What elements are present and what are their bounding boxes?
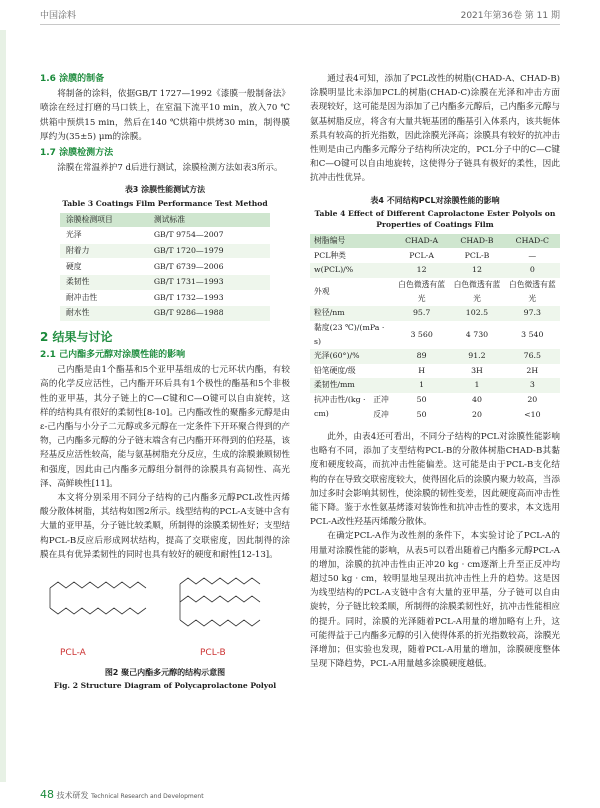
table-row xyxy=(310,278,560,306)
table4-cell: 粒径/nm xyxy=(314,308,345,318)
left-column xyxy=(40,70,290,695)
table4-caption-en: Table 4 Effect of Different Caprolactone Ester Polyols on Properties of Coatings Film xyxy=(314,208,556,229)
table4-cell: 12 xyxy=(416,265,427,275)
page-number: 48 xyxy=(40,788,54,801)
table3-cell: GB/T 1731—1993 xyxy=(148,275,270,291)
table3-header-cell: 涂膜检测项目 xyxy=(60,213,148,228)
table4-cell: 白色微透有蓝光 xyxy=(398,279,446,303)
table4-cell: 3 540 xyxy=(521,329,544,339)
table3-caption-en: Table 3 Coatings Film Performance Test Method xyxy=(62,198,268,208)
table-row xyxy=(310,306,560,321)
table4 xyxy=(310,234,560,422)
table4-cell: — xyxy=(528,250,537,260)
section-1-6-title: 1.6 涂膜的制备 xyxy=(40,74,105,84)
table4-cell: 铅笔硬度/级 xyxy=(314,365,356,375)
section-2-1-paragraph-1: 己内酯是由1个酯基和5个亚甲基组成的七元环状内酯，有较高的化学反应活性，己内酯开环后具有1个极性的酯基和5个非极性的亚甲基，其分子链上的C—C键和C—O键可以自由旋转，这样的结构具有很好的柔韧性[8-10]。己内酯改性的聚酯多元醇是由ε-己内酯与小分子二元醇或多元醇在一定条件下开环聚合得到的产物，己内酯多元醇的分子链末端含有己内酯开环得到的伯羟基，该羟基反应活性较高，能与氨基树脂充分反应，生成的涂膜兼顾韧性和强度，因此由己内酯多元醇组分制得的涂膜具有高韧性、高光泽、高鲜映性[11]。 xyxy=(40,365,290,489)
table-row xyxy=(60,306,270,322)
section-2-title: 2 结果与讨论 xyxy=(40,329,113,344)
pcl-a-lower-chain xyxy=(50,608,146,614)
right-paragraph-1: 通过表4可知，添加了PCL改性的树脂(CHAD-A、CHAD-B)涂膜明显比未添加PCL的树脂(CHAD-C)涂膜在光泽和冲击方面表现较好，这可能是因为添加了己内酯多元醇后，己内酯多元醇与氨基树脂反应，将含有大量共轭基团的酯基引入体系内，该共轭体系具有较高的折光指数，因此涂膜光泽高；涂膜具有较好的抗冲击性则是由己内酯多元醇分子结构所决定的，PCL分子中的C—C键和C—O键可以自由地旋转，这使得分子链具有极好的柔性，因此抗冲击性优异。 xyxy=(310,74,560,184)
table4-cell: 白色微透有蓝光 xyxy=(453,279,501,303)
figure-2 xyxy=(40,568,290,664)
table4-header-cell: CHAD-C xyxy=(505,234,560,249)
table-row xyxy=(310,263,560,278)
right-column xyxy=(310,72,560,671)
table4-cell: H xyxy=(418,365,426,375)
table4-cell: 95.7 xyxy=(412,308,431,318)
structure-diagram xyxy=(40,568,290,646)
table4-cell: 1 xyxy=(474,380,480,390)
table4-cell: 外观 xyxy=(314,286,330,296)
page-side-bar xyxy=(0,30,6,782)
table4-cell: 1 xyxy=(419,380,425,390)
table-row xyxy=(310,349,560,364)
table3-cell: GB/T 9286—1988 xyxy=(148,306,270,322)
table4-header-cell: 树脂编号 xyxy=(310,234,394,249)
table4-cell: 白色微透有蓝光 xyxy=(508,279,556,303)
table-row xyxy=(60,228,270,244)
pcl-b-chain-1 xyxy=(180,578,260,584)
table3-cell: 耐水性 xyxy=(60,306,148,322)
table-row xyxy=(60,290,270,306)
table3-cell: 附着力 xyxy=(60,243,148,259)
table4-cell: 柔韧性/mm xyxy=(314,380,355,390)
pcl-b-chain-3 xyxy=(180,620,260,626)
table4-cell: 97.3 xyxy=(523,308,541,318)
table-row xyxy=(310,321,560,349)
table4-cell: 0 xyxy=(529,265,535,275)
table4-cell: <10 xyxy=(524,409,541,419)
header-rule xyxy=(40,24,560,25)
table3-cell: GB/T 1720—1979 xyxy=(148,243,270,259)
section-2-1-title: 2.1 己内酯多元醇对涂膜性能的影响 xyxy=(40,349,186,360)
page-footer xyxy=(40,788,204,801)
table4-cell: 20 xyxy=(472,409,482,419)
pcl-b-label: PCL-B xyxy=(200,648,226,659)
table4-cell: 光泽(60°)/% xyxy=(314,351,360,361)
table3-cell: 硬度 xyxy=(60,259,148,275)
table-row xyxy=(60,275,270,291)
table4-cell: 76.5 xyxy=(523,351,541,361)
table4-caption-cn: 表4 不同结构PCL对涂膜性能的影响 xyxy=(370,195,500,205)
table4-cell: 4 730 xyxy=(465,329,489,339)
table3-cell: GB/T 6739—2006 xyxy=(148,259,270,275)
right-paragraph-2: 此外，由表4还可看出，不同分子结构的PCL对涂膜性能影响也略有不同，添加了支型结构PCL-B的分散体树脂CHAD-B其黏度和硬度较高，而抗冲击性能偏差。这可能是由于PCL-B支化结构的存在导致交联密度较大，使得固化后的涂膜内聚力较高，当添加过多时会影响其韧性，使涂膜的韧性变差，因此硬度高而冲击性能下降。鉴于水性氨基烤漆对装饰性和抗冲击性的要求，本文选用PCL-A改性羟基丙烯酸分散体。 xyxy=(310,431,560,528)
pcl-b-chain-2 xyxy=(180,596,260,602)
table4-cell: PCL-A xyxy=(409,250,434,260)
figure2-caption-cn: 图2 聚己内酯多元醇的结构示意图 xyxy=(104,668,226,678)
table3-header-cell: 测试标准 xyxy=(148,213,270,228)
right-paragraph-3: 在确定PCL-A作为改性剂的条件下，本实验讨论了PCL-A的用量对涂膜性能的影响，从表5可以看出随着己内酯多元醇PCL-A的增加，涂膜的抗冲击性由正冲20 kg · cm逐渐上升至正反冲均超过50 kg · cm，较明显地呈现出抗冲击性上升的趋势。这是因为线型结构的PCL-A支链中含有大量的亚甲基，分子链可以自由旋转，分子链比较柔顺，所制得的涂膜柔韧性好，抗冲击性能相应的提升。同时，涂膜的光泽随着PCL-A用量的增加略有上升，这可能得益于己内酯多元醇的引入使得体系的折光指数较高，涂膜光泽增加；但实验也发现，随着PCL-A用量的增加，涂膜硬度整体呈现下降趋势，PCL-A用量越多涂膜硬度越低。 xyxy=(310,531,560,670)
table4-cell: PCL-B xyxy=(464,250,490,260)
table-row xyxy=(60,259,270,275)
table3-cell: 柔韧性 xyxy=(60,275,148,291)
issue-info: 2021年第36卷 第 11 期 xyxy=(460,11,560,21)
table4-cell: 89 xyxy=(416,351,427,361)
table4-header-cell: CHAD-A xyxy=(394,234,449,249)
table4-cell: 20 xyxy=(527,394,538,404)
journal-name: 中国涂料 xyxy=(40,11,77,21)
table4-cell: 3H xyxy=(471,365,483,375)
table4-cell: 50 xyxy=(416,409,427,419)
table-row xyxy=(310,393,560,408)
table-row xyxy=(310,248,560,263)
table3-caption-cn: 表3 涂膜性能测试方法 xyxy=(124,185,206,195)
table4-cell: 反冲 xyxy=(373,409,389,419)
table3-cell: GB/T 9754—2007 xyxy=(148,228,270,244)
footer-section: 技术研发 xyxy=(56,791,89,800)
table4-cell: 12 xyxy=(472,265,482,275)
table4-impact-label: 抗冲击性/(kg · cm) xyxy=(314,395,366,419)
table4-cell: 2H xyxy=(526,365,539,375)
table3-cell: GB/T 1732—1993 xyxy=(148,290,270,306)
table4-cell: 91.2 xyxy=(468,351,486,361)
table-row xyxy=(310,364,560,379)
table4-cell: 3 xyxy=(529,380,535,390)
section-1-7-title: 1.7 涂膜检测方法 xyxy=(40,148,114,159)
footer-section-en: Technical Research and Development xyxy=(91,793,204,800)
table3 xyxy=(60,213,270,322)
table4-cell: 正冲 xyxy=(373,394,389,404)
table3-cell: 耐冲击性 xyxy=(60,290,148,306)
table3-cell: 光泽 xyxy=(60,228,148,244)
table4-cell: 3 560 xyxy=(410,329,433,339)
pcl-a-upper-chain xyxy=(50,582,146,588)
table-row xyxy=(60,243,270,259)
table4-cell: 40 xyxy=(472,394,482,404)
table4-header-row xyxy=(310,234,560,249)
table4-cell: PCL种类 xyxy=(314,250,346,260)
table-row xyxy=(310,378,560,393)
figure2-caption-en: Fig. 2 Structure Diagram of Polycaprolactone Polyol xyxy=(53,681,277,691)
pcl-a-label: PCL-A xyxy=(60,648,86,659)
table3-header-row xyxy=(60,213,270,228)
section-1-7-text: 涂膜在常温养护7 d后进行测试，涂膜检测方法如表3所示。 xyxy=(57,163,283,174)
table4-cell: 黏度(23 ℃)/(mPa · s) xyxy=(314,322,385,346)
section-1-6-text: 将制备的涂料，依据GB/T 1727—1992《漆膜一般制备法》喷涂在经过打磨的马口铁上，在室温下流平10 min，放入70 ℃烘箱中预烘15 min，然后在140 ℃烘箱中烘烤30 min，制得膜厚约为(35±5) μm的涂膜。 xyxy=(40,89,290,142)
table4-header-cell: CHAD-B xyxy=(449,234,504,249)
table4-cell: w(PCL)/% xyxy=(314,265,354,275)
table4-cell: 102.5 xyxy=(465,308,489,318)
table4-cell: 50 xyxy=(416,394,427,404)
section-2-1-paragraph-2: 本文将分别采用不同分子结构的己内酯多元醇PCL改性丙烯酸分散体树脂，其结构如图2所示。线型结构的PCL-A支链中含有大量的亚甲基，分子链比较柔顺，所制得的涂膜柔韧性好；支型结构PCL-B反应后形成网状结构，提高了交联密度，因此制得的涂膜在具有优异柔韧性的同时也具有较好的硬度和耐性[12-13]。 xyxy=(40,493,290,560)
running-header xyxy=(40,8,560,22)
